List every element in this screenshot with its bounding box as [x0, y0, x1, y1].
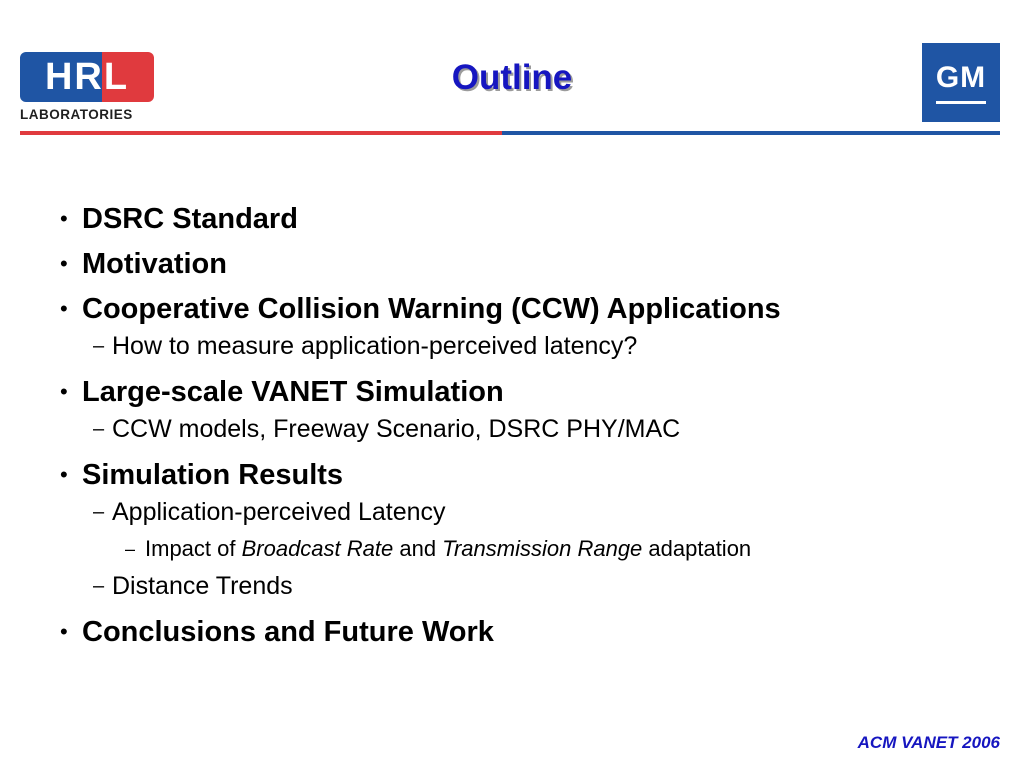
outline-item-text-part: Transmission Range: [442, 536, 643, 561]
outline-item-level-1: [60, 198, 1000, 243]
dash-icon: –: [125, 539, 136, 559]
outline-item-text-part: Impact of: [145, 536, 242, 561]
hrl-logo-subtext: LABORATORIES: [20, 107, 133, 122]
outline-item-level-2: [60, 495, 1000, 533]
outline-list: [60, 198, 1000, 656]
outline-item-level-2: [60, 329, 1000, 367]
slide-title: Outline: [451, 58, 573, 97]
bullet-icon: •: [60, 462, 68, 487]
outline-item-level-1: [60, 243, 1000, 288]
bullet-icon: •: [60, 379, 68, 404]
bullet-icon: •: [60, 619, 68, 644]
dash-icon: –: [93, 418, 105, 440]
bullet-icon: •: [60, 251, 68, 276]
hrl-logo-text: HRL: [44, 56, 130, 98]
dash-icon: –: [93, 335, 105, 357]
outline-item-text-part: and: [393, 536, 443, 561]
bullet-icon: •: [60, 296, 68, 321]
outline-item-text: DSRC Standard: [82, 203, 298, 235]
outline-item-level-1: [60, 454, 1000, 499]
outline-item-text: CCW models, Freeway Scenario, DSRC PHY/MAC: [112, 415, 681, 443]
gm-logo-text: GM: [936, 61, 986, 104]
outline-item-text: Motivation: [82, 248, 227, 280]
outline-item-level-1: [60, 611, 1000, 656]
outline-item-text-part: adaptation: [642, 536, 752, 561]
outline-item-text: Simulation Results: [82, 459, 344, 491]
header-divider-blue: [502, 131, 1000, 135]
outline-item-level-1: [60, 288, 1000, 333]
outline-item-level-1: [60, 371, 1000, 416]
outline-item-text: Conclusions and Future Work: [82, 616, 494, 648]
bullet-icon: •: [60, 206, 68, 231]
gm-logo: [922, 43, 1000, 122]
header-divider-red: [20, 131, 502, 135]
outline-item-text: Application-perceived Latency: [112, 498, 446, 526]
dash-icon: –: [93, 575, 105, 597]
dash-icon: –: [93, 501, 105, 523]
outline-item-level-3: [60, 533, 1000, 569]
outline-item-level-2: [60, 569, 1000, 607]
outline-item-text: Distance Trends: [112, 572, 293, 600]
outline-item-text: Large-scale VANET Simulation: [82, 376, 504, 408]
outline-item-level-2: [60, 412, 1000, 450]
footer-conference-label: ACM VANET 2006: [857, 733, 1000, 752]
outline-item-text-part: Broadcast Rate: [241, 536, 394, 561]
outline-item-text: Cooperative Collision Warning (CCW) Applications: [82, 293, 781, 325]
outline-item-text: How to measure application-perceived latency?: [112, 332, 638, 360]
